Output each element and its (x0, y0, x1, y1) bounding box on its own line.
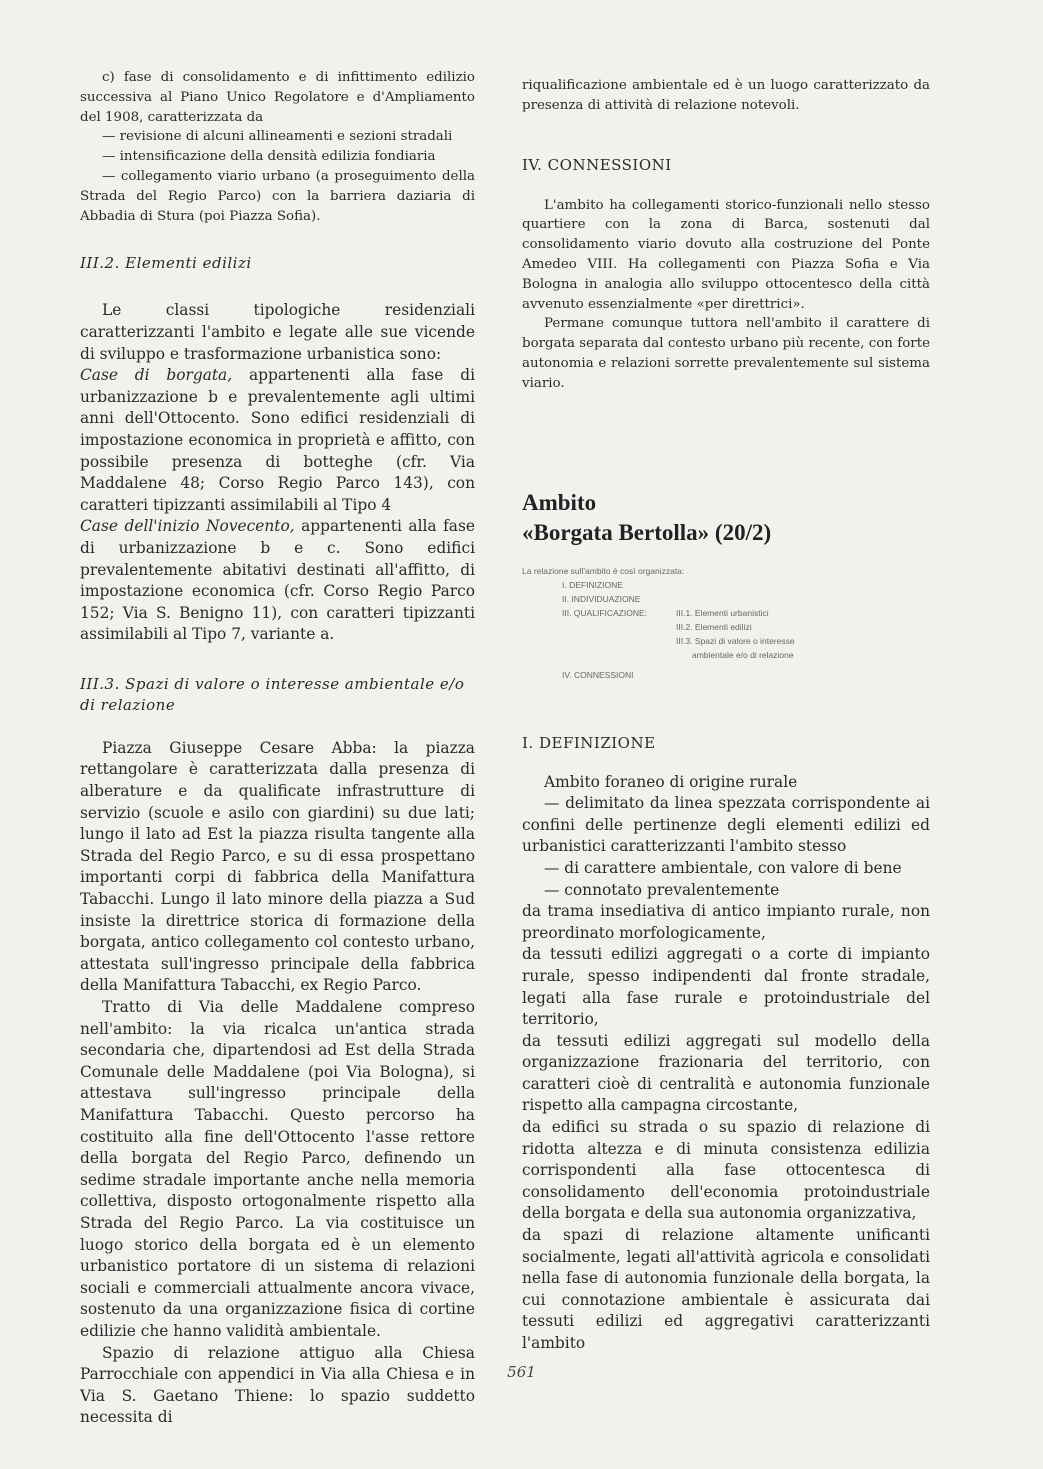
def-line: Ambito foraneo di origine rurale (544, 772, 798, 791)
def-line: da tessuti edilizi aggregati sul modello della organizzazione frazionaria del territorio, con caratteri cioè di centralità e autonomia funzionale rispetto alla campagna circostante, (522, 1031, 930, 1115)
paragraph-classi: Le classi tipologiche residenziali caratterizzanti l'ambito e legate alle sue vicende di sviluppo e trasformazione urbanistica sono: (80, 301, 475, 363)
paragraph-via-maddalene: Tratto di Via delle Maddalene compreso nell'ambito: la via ricalca un'antica strada secondaria che, dipartendosi ad Est della Strada Comunale delle Maddalene (poi Via Bologna), si attestava sull'ingresso principale della Manifattura Tabacchi. Questo percorso ha costituito alla fine dell'Ottocento l'asse rettore della borgata del Regio Parco, definendo un sedime stradale importante anche nella memoria collettiva, disposto ortogonalmente rispetto alla Strada del Regio Parco. La via costituisce un luogo storico della borgata ed è un elemento urbanistico portatore di un sistema di relazioni sociali e commerciali attualmente ancora vivace, sostenuto da una organizzazione fisica di cortine edilizie che hanno validità ambientale. (80, 998, 475, 1340)
page-number: 561 (507, 1363, 536, 1381)
def-dash: — delimitato da linea spezzata corrispondente ai confini delle pertinenze degli elementi edilizi ed urbanistici caratterizzanti l'ambito stesso (522, 794, 930, 856)
section-title: Ambito (522, 489, 597, 515)
heading-definizione: I. DEFINIZIONE (522, 733, 656, 752)
def-line: da trama insediativa di antico impianto rurale, non preordinato morfologicamente, (522, 902, 930, 942)
dash-item: — intensificazione della densità edilizia fondiaria (102, 149, 436, 165)
paragraph-riqualificazione: riqualificazione ambientale ed è un luogo caratterizzato da presenza di attività di relazione notevoli. (522, 78, 930, 113)
def-line: da spazi di relazione altamente unificanti socialmente, legati all'attività agricola e consolidati nella fase di autonomia funzionale della borgata, la cui connotazione ambientale è assicurata dai tessuti edilizi ed aggregativi caratterizzanti l'ambito (522, 1226, 930, 1352)
case-borgata-text: appartenenti alla fase di urbanizzazione b e prevalentemente agli ultimi anni dell'Ottocento. Sono edifici residenziali di impostazione economica in proprietà e affitto, con possibile presenza di botteghe (cfr. Via Maddalene 48; Corso Regio Parco 143), con caratteri tipizzanti assimilabili al Tipo 4 (80, 366, 475, 514)
term-case-borgata: Case di borgata, (80, 366, 233, 385)
paragraph-piazza-abba: Piazza Giuseppe Cesare Abba: la piazza rettangolare è caratterizzata dalla presenza di alberature e da qualificate infrastrutture di servizio (scuole e asilo con giardini) su due lati; lungo il lato ad Est la piazza risulta tangente alla Strada del Regio Parco, e su di essa prospettano importanti corpi di fabbrica della Manifattura Tabacchi. Lungo il lato minore della piazza a Sud insiste la direttrice storica di formazione della borgata, antico collegamento col contesto urbano, attestata sull'ingresso principale della fabbrica della Manifattura Tabacchi, ex Regio Parco. (80, 738, 475, 995)
toc-subitem-continued: ambientale e/o di relazione (692, 649, 794, 660)
toc-item: IV. CONNESSIONI (562, 669, 634, 680)
dash-item: — collegamento viario urbano (a proseguimento della Strada del Regio Parco) con la barriera daziaria di Abbadia di Stura (poi Piazza Sofia). (80, 168, 475, 224)
left-column (80, 68, 475, 1429)
def-dash: — connotato prevalentemente (544, 880, 780, 899)
paragraph-connessioni-1: L'ambito ha collegamenti storico-funzionali nello stesso quartiere con la zona di Barca, sostenuti dal consolidamento viario dovuto alla costruzione del Ponte Amedeo VIII. Ha collegamenti con Piazza Sofia e Via Bologna in analogia allo sviluppo ottocentesco della città avvenuto essenzialmente «per direttrici». (522, 197, 930, 312)
def-line: da edifici su strada o su spazio di relazione di ridotta altezza e di minuta consistenza edilizia corrispondenti alla fase ottocentesca di consolidamento dell'economia protoindustriale della borgata e della sua autonomia organizzativa, (522, 1118, 930, 1223)
toc-item: I. DEFINIZIONE (562, 579, 623, 590)
right-column (522, 76, 930, 1355)
paragraph-spazio-chiesa: Spazio di relazione attiguo alla Chiesa Parrocchiale con appendici in Via alla Chiesa e in Via S. Gaetano Thiene: lo spazio suddetto necessita di (80, 1343, 475, 1427)
paragraph-connessioni-2: Permane comunque tuttora nell'ambito il carattere di borgata separata dal contesto urbano più recente, con forte autonomia e relazioni sorrette prevalentemente sul sistema viario. (522, 316, 930, 391)
toc-subitem: III.1. Elementi urbanistici (676, 607, 769, 618)
paragraph-phase-c: c) fase di consolidamento e di infittimento edilizio successiva al Piano Unico Regolatore e d'Ampliamento del 1908, caratterizzata da (80, 70, 475, 125)
toc-intro: La relazione sull'ambito è così organizzata: (522, 565, 685, 576)
paragraph-case-borgata (80, 365, 475, 516)
toc-subitem: III.2. Elementi edilizi (676, 621, 752, 632)
heading-iii2: III.2. Elementi edilizi (80, 254, 252, 273)
heading-iii3: III.3. Spazi di valore o interesse ambientale e/o di relazione (80, 674, 465, 714)
def-dash: — di carattere ambientale, con valore di bene (544, 858, 902, 877)
toc-item: II. INDIVIDUAZIONE (562, 593, 641, 604)
toc-subitem: III.3. Spazi di valore o interesse (676, 635, 795, 646)
term-case-novecento: Case dell'inizio Novecento, (80, 517, 295, 536)
def-line: da tessuti edilizi aggregati o a corte di impianto rurale, spesso indipendenti dal fronte stradale, legati alla fase rurale e protoindustriale del territorio, (522, 945, 930, 1029)
table-of-contents (522, 564, 930, 682)
dash-item: — revisione di alcuni allineamenti e sezioni stradali (102, 129, 453, 145)
heading-connessioni: IV. CONNESSIONI (522, 155, 672, 174)
section-subtitle: «Borgata Bertolla» (20/2) (522, 519, 772, 545)
case-novecento-text: appartenenti alla fase di urbanizzazione b e c. Sono edifici prevalentemente abitativi destinati all'affitto, di impostazione economica (cfr. Corso Regio Parco 152; Via S. Benigno 11), con caratteri tipizzanti assimilabili al Tipo 7, variante a. (80, 517, 475, 644)
paragraph-case-novecento (80, 516, 475, 646)
toc-item: III. QUALIFICAZIONE: (562, 607, 648, 618)
